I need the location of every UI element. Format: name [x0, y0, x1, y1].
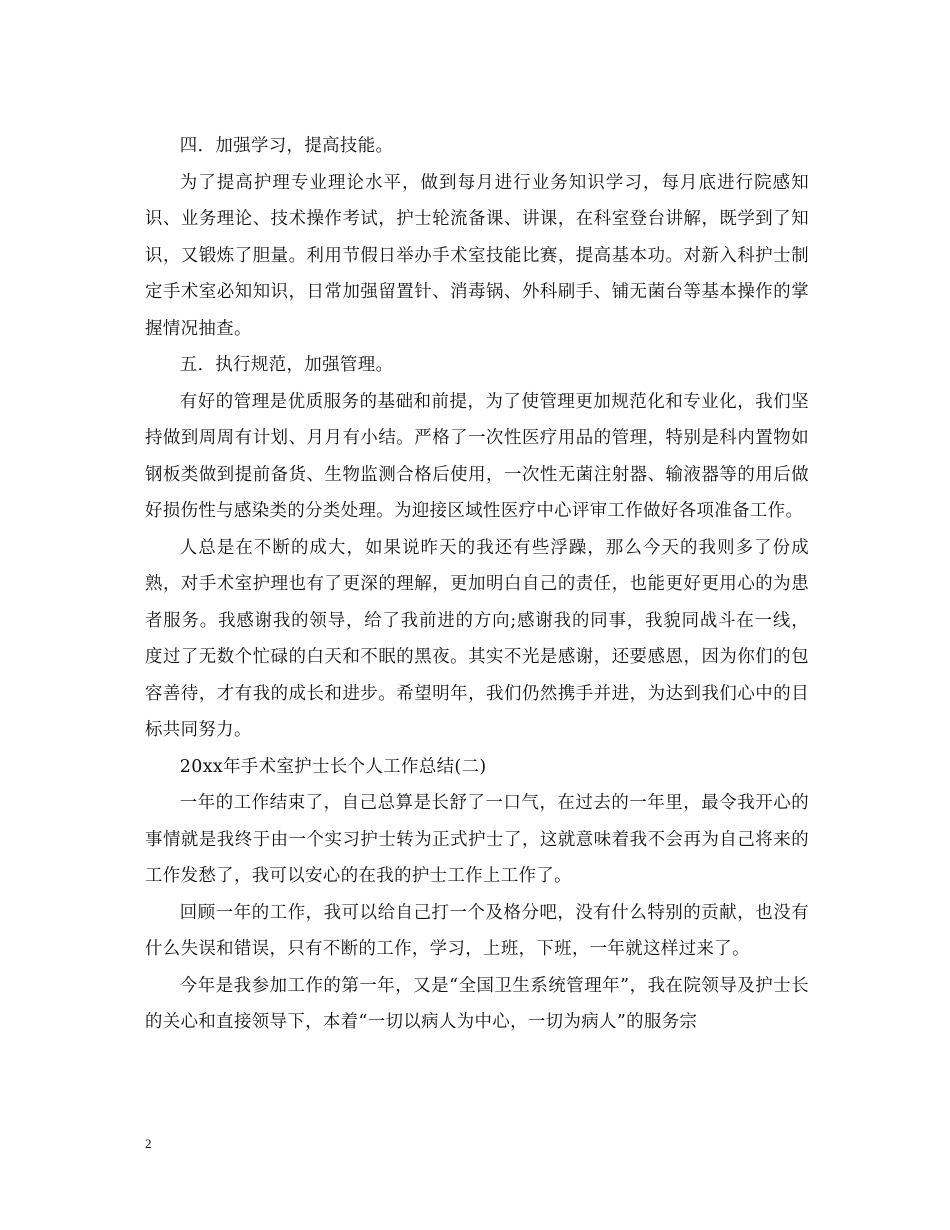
section-heading-4: 四．加强学习，提高技能。	[179, 136, 394, 156]
document-body	[145, 128, 809, 1041]
paragraph-review: 回顾一年的工作，我可以给自己打一个及格分吧，没有什么特别的贡献，也没有什么失误和错误，只有不断的工作，学习，上班，下班，一年就这样过来了。	[145, 902, 809, 959]
paragraph-year-end: 一年的工作结束了，自己总算是长舒了一口气，在过去的一年里，最令我开心的事情就是我终于由一个实习护士转为正式护士了，这就意味着我不会再为自己将来的工作发愁了，我可以安心的在我的护士工作上工作了。	[145, 793, 809, 886]
article-title-2: 20xx年手术室护士长个人工作总结(二)	[179, 756, 487, 777]
paragraph-reflection: 人总是在不断的成大，如果说昨天的我还有些浮躁，那么今天的我则多了份成熟，对手术室护理也有了更深的理解，更加明白自己的责任，也能更好更用心的为患者服务。我感谢我的领导，给了我前进的方向;感谢我的同事，我貌同战斗在一线，度过了无数个忙碌的白天和不眠的黑夜。其实不光是感谢，还要感恩，因为你们的包容善待，才有我的成长和进步。希望明年，我们仍然携手并进，为达到我们心中的目标共同努力。	[145, 537, 809, 740]
paragraph-study: 为了提高护理专业理论水平，做到每月进行业务知识学习，每月底进行院感知识、业务理论、技术操作考试，护士轮流备课、讲课，在科室登台讲解，既学到了知识，又锻炼了胆量。利用节假日举办手术室技能比赛，提高基本功。对新入科护士制定手术室必知知识，日常加强留置针、消毒锅、外科刷手、铺无菌台等基本操作的掌握情况抽查。	[145, 172, 809, 339]
section-heading-5: 五．执行规范，加强管理。	[179, 355, 394, 375]
paragraph-management: 有好的管理是优质服务的基础和前提，为了使管理更加规范化和专业化，我们坚持做到周周有计划、月月有小结。严格了一次性医疗用品的管理，特别是科内置物如钢板类做到提前备货、生物监测合格后使用，一次性无菌注射器、输液器等的用后做好损伤性与感染类的分类处理。为迎接区域性医疗中心评审工作做好各项准备工作。	[145, 391, 809, 521]
page-number: 2	[145, 1136, 152, 1151]
paragraph-first-year: 今年是我参加工作的第一年，又是“全国卫生系统管理年”，我在院领导及护士长的关心和直接领导下，本着“一切以病人为中心，一切为病人”的服务宗	[145, 975, 809, 1032]
